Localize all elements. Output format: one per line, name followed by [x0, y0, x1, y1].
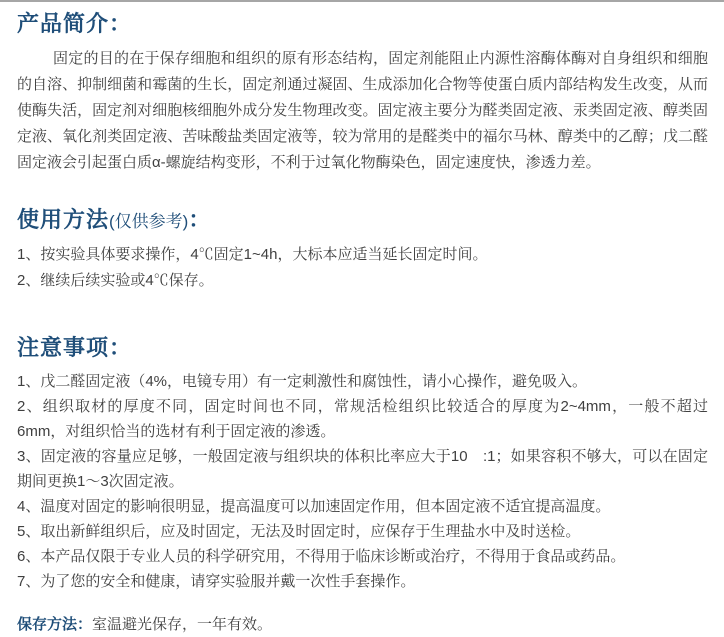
- document-content: [0, 10, 724, 637]
- precaution-item-3: 3、固定液的容量应足够，一般固定液与组织块的体积比率应大于10 :1；如果容积不够大，可以在固定期间更换1～3次固定液。: [17, 448, 708, 490]
- usage-heading: [17, 206, 708, 236]
- section-product-intro: [17, 10, 708, 176]
- top-divider: [0, 0, 724, 2]
- precaution-item-5: 5、取出新鲜组织后，应及时固定，无法及时固定时，应保存于生理盐水中及时送检。: [17, 523, 581, 540]
- storage-method-text: 室温避光保存，一年有效。: [92, 616, 273, 633]
- section-usage: [17, 206, 708, 294]
- section-precautions: [17, 334, 708, 594]
- usage-step-1: 1、按实验具体要求操作，4℃固定1~4h，大标本应适当延长固定时间。: [17, 246, 488, 263]
- product-intro-paragraph: 固定的目的在于保存细胞和组织的原有形态结构，固定剂能阻止内源性溶酶体酶对自身组织和细胞的自溶、抑制细菌和霉菌的生长，固定剂通过凝固、生成添加化合物等使蛋白质内部结构发生改变，从而使酶失活，固定剂对细胞核细胞外成分发生物理改变。固定液主要分为醛类固定液、汞类固定液、醇类固定液、氧化剂类固定液、苦味酸盐类固定液等，较为常用的是醛类中的福尔马林、醇类中的乙醇；戊二醛固定液会引起蛋白质α-螺旋结构变形，不利于过氧化物酶染色，固定速度快，渗透力差。: [17, 50, 708, 171]
- usage-heading-main: 使用方法: [17, 207, 110, 232]
- precaution-item-1: 1、戊二醛固定液（4%，电镜专用）有一定刺激性和腐蚀性，请小心操作，避免吸入。: [17, 373, 588, 390]
- precautions-heading: 注意事项：: [17, 335, 133, 360]
- product-intro-heading: 产品简介：: [17, 11, 133, 36]
- storage-method-label: 保存方法：: [17, 616, 93, 633]
- usage-step-2: 2、继续后续实验或4℃保存。: [17, 272, 214, 289]
- usage-heading-colon: ：: [188, 207, 212, 232]
- precaution-item-6: 6、本产品仅限于专业人员的科学研究用，不得用于临床诊断或治疗，不得用于食品或药品。: [17, 548, 626, 565]
- usage-heading-note: (仅供参考): [109, 212, 189, 231]
- storage-method-line: [17, 612, 708, 637]
- precaution-item-7: 7、为了您的安全和健康，请穿实验服并戴一次性手套操作。: [17, 573, 416, 590]
- precaution-item-4: 4、温度对固定的影响很明显，提高温度可以加速固定作用，但本固定液不适宜提高温度。: [17, 498, 611, 515]
- precaution-item-2: 2、组织取材的厚度不同，固定时间也不同，常规活检组织比较适合的厚度为2~4mm，一般不超过6mm，对组织恰当的选材有利于固定液的渗透。: [17, 398, 708, 440]
